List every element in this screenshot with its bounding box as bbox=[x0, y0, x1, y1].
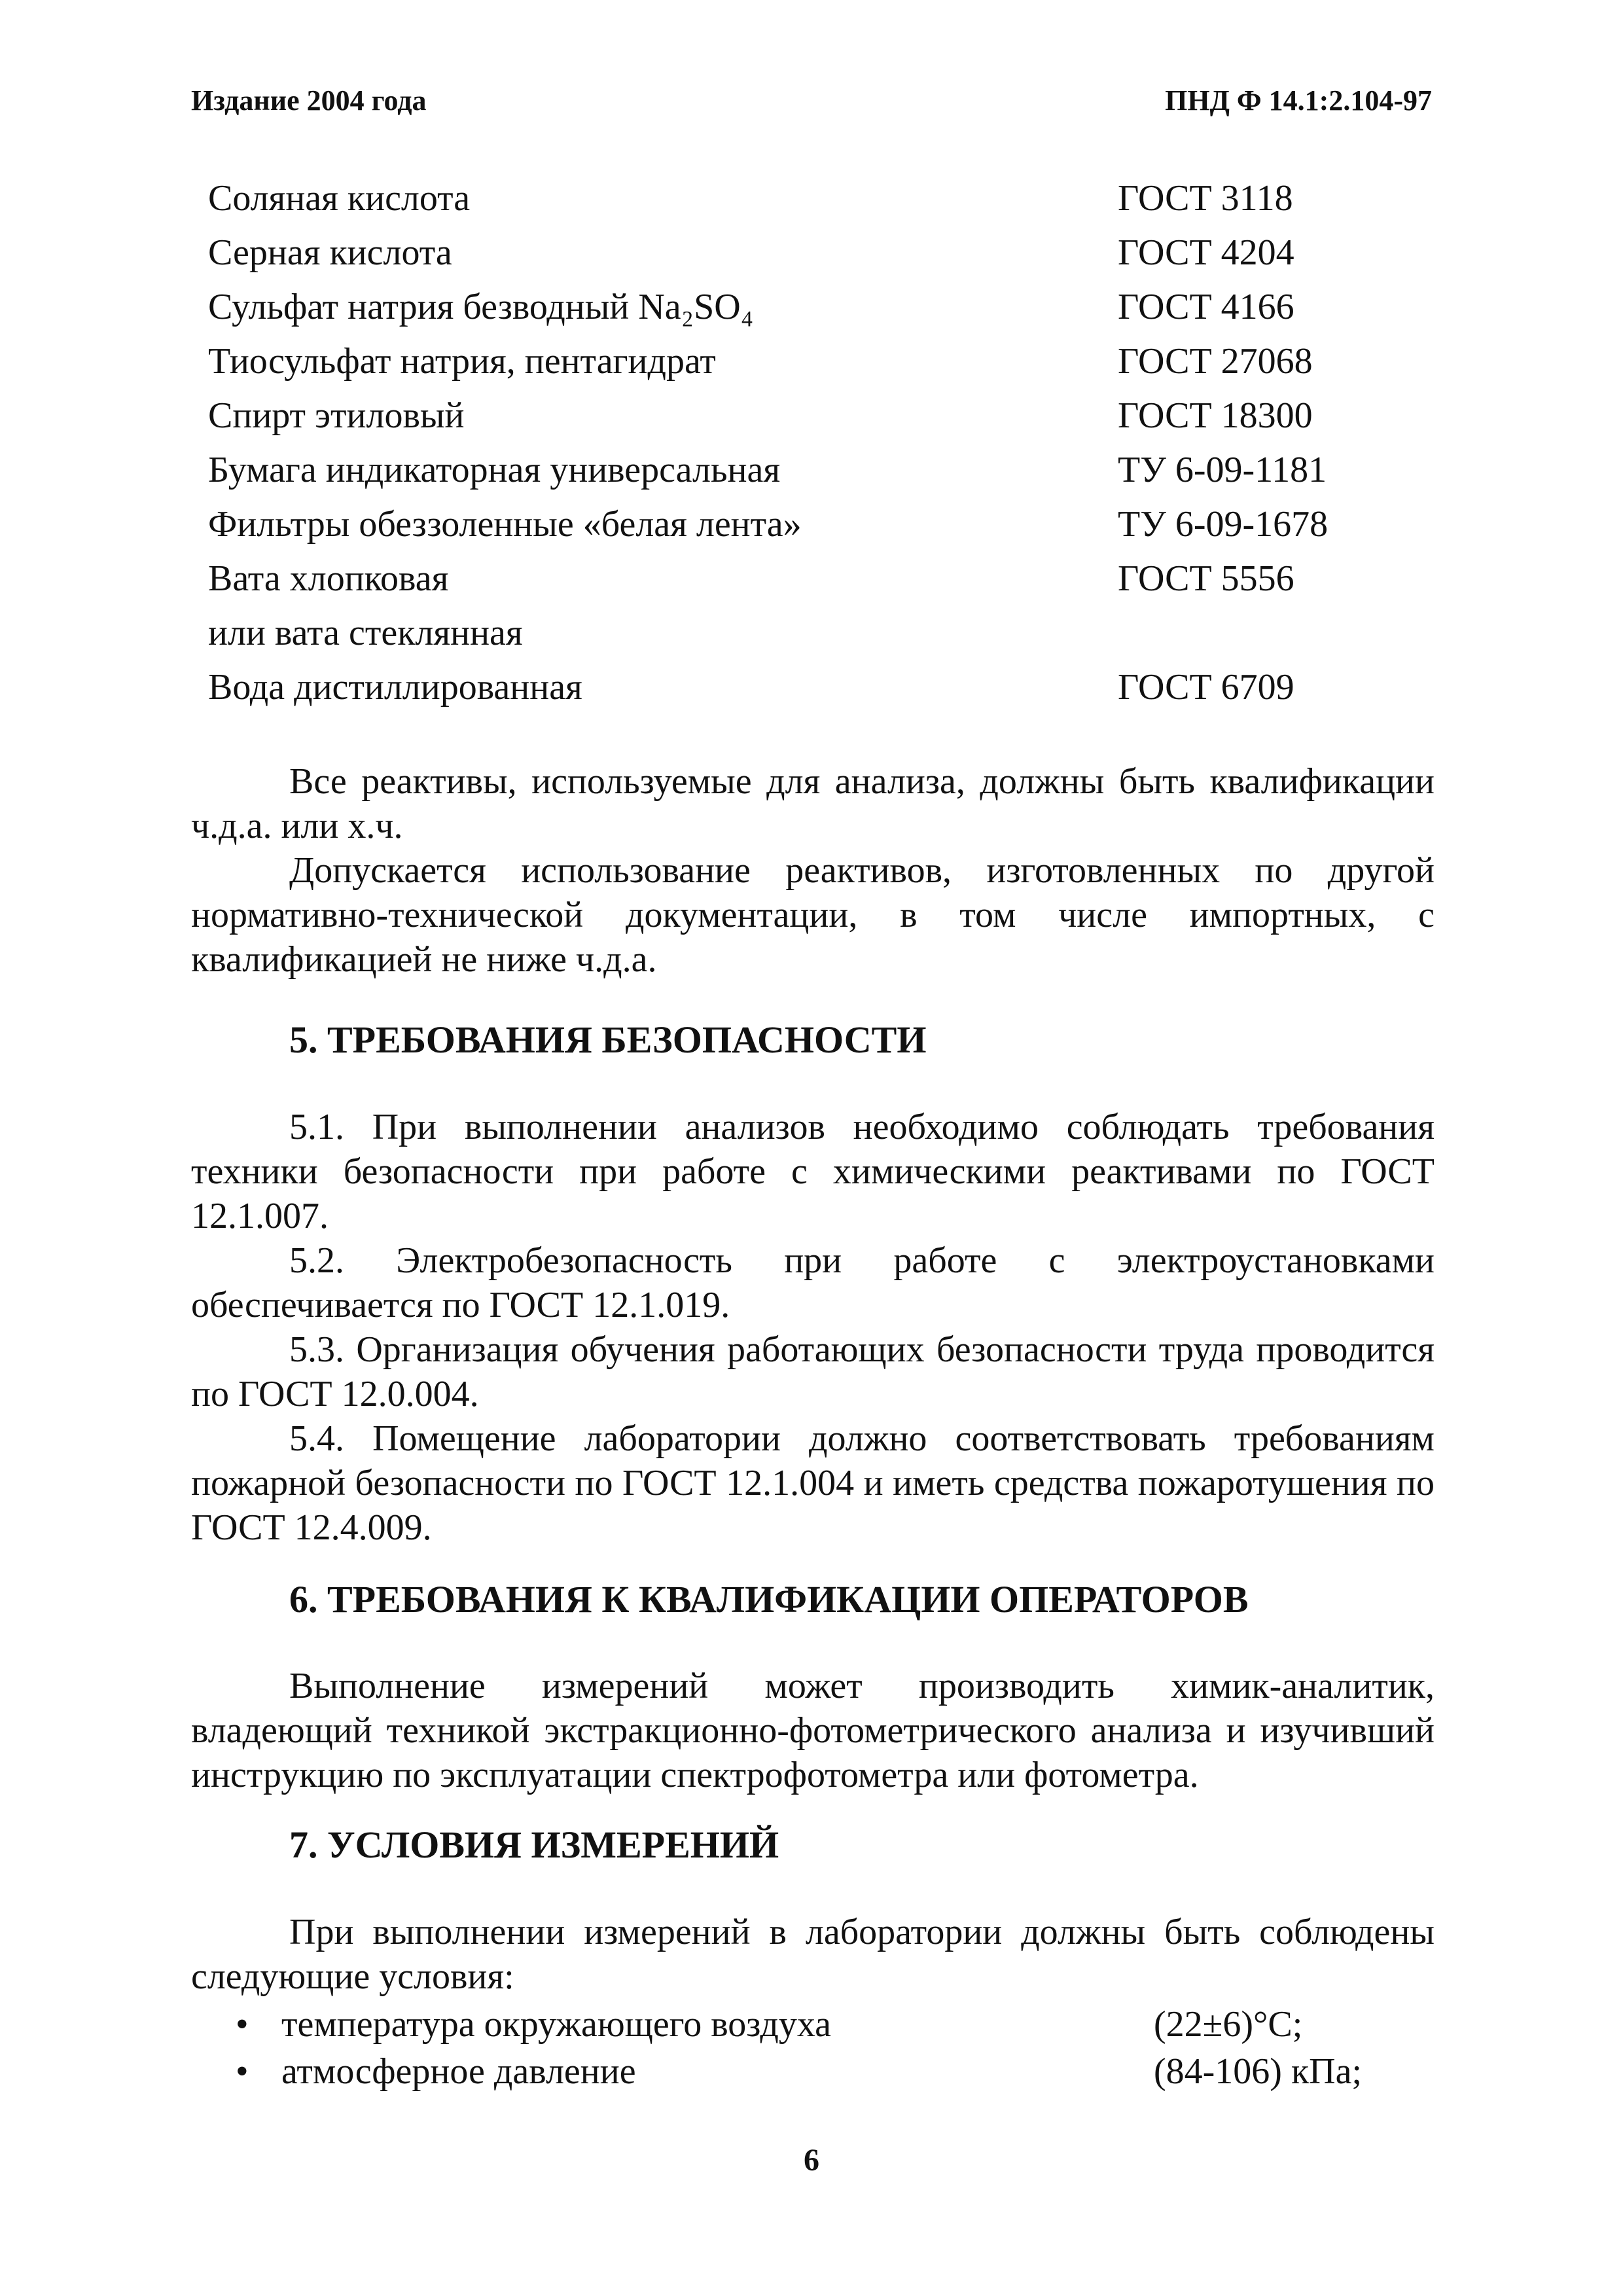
reagent-name: Серная кислота bbox=[208, 232, 452, 273]
reagent-name: Спирт этиловый bbox=[208, 395, 465, 436]
section-paragraph: 5.1. При выполнении анализов необходимо соблюдать требования техники безопасности при работе с химическими реактивами по ГОСТ 12.1.007. bbox=[191, 1107, 1435, 1236]
conditions-list bbox=[236, 2001, 1446, 2095]
reagent-standard: ГОСТ 27068 bbox=[1118, 341, 1313, 382]
reagent-standard: ГОСТ 6709 bbox=[1118, 667, 1294, 708]
section-paragraph: 5.4. Помещение лаборатории должно соответствовать требованиям пожарной безопасности по ГОСТ 12.1.004 и иметь средства пожаротушения по ГОСТ 12.4.009. bbox=[191, 1418, 1435, 1548]
bullet-icon: • bbox=[236, 2051, 249, 2092]
section-7-body bbox=[191, 1910, 1435, 1999]
reagent-row bbox=[208, 171, 1452, 226]
reagent-row bbox=[208, 443, 1452, 497]
reagent-name: или вата стеклянная bbox=[208, 613, 523, 653]
bullet-icon: • bbox=[236, 2004, 249, 2045]
reagent-row bbox=[208, 606, 1452, 660]
section-6-title: 6. ТРЕБОВАНИЯ К КВАЛИФИКАЦИИ ОПЕРАТОРОВ bbox=[289, 1578, 1249, 1621]
section-5-body bbox=[191, 1105, 1435, 1550]
section-paragraph: 5.3. Организация обучения работающих безопасности труда проводится по ГОСТ 12.0.004. bbox=[191, 1329, 1435, 1414]
reagent-row bbox=[208, 389, 1452, 443]
reagent-name: Бумага индикаторная универсальная bbox=[208, 450, 781, 490]
section-5-title: 5. ТРЕБОВАНИЯ БЕЗОПАСНОСТИ bbox=[289, 1018, 927, 1061]
reagent-row bbox=[208, 497, 1452, 552]
note-paragraph: Все реактивы, используемые для анализа, должны быть квалификации ч.д.а. или х.ч. bbox=[191, 761, 1435, 846]
condition-label: температура окружающего воздуха bbox=[281, 2004, 832, 2045]
edition-label: Издание 2004 года bbox=[191, 84, 427, 117]
page-header bbox=[191, 84, 1432, 130]
condition-value: (22±6)°С; bbox=[1154, 2004, 1303, 2045]
reagent-name: Вода дистиллированная bbox=[208, 667, 582, 708]
condition-value: (84-106) кПа; bbox=[1154, 2051, 1363, 2092]
page-number: 6 bbox=[804, 2143, 819, 2178]
section-paragraph: 5.2. Электробезопасность при работе с электроустановками обеспечивается по ГОСТ 12.1.019. bbox=[191, 1240, 1435, 1325]
reagent-name: Соляная кислота bbox=[208, 178, 471, 219]
reagent-row bbox=[208, 552, 1452, 606]
reagent-standard: ТУ 6-09-1678 bbox=[1118, 504, 1329, 545]
reagent-standard: ТУ 6-09-1181 bbox=[1118, 450, 1327, 490]
reagent-standard: ГОСТ 3118 bbox=[1118, 178, 1293, 219]
condition-label: атмосферное давление bbox=[281, 2051, 636, 2092]
reagent-name: Вата хлопковая bbox=[208, 558, 449, 599]
document-code: ПНД Ф 14.1:2.104-97 bbox=[1165, 84, 1432, 117]
section-paragraph: При выполнении измерений в лаборатории должны быть соблюдены следующие условия: bbox=[191, 1912, 1435, 1997]
condition-item bbox=[236, 2001, 1446, 2048]
reagent-row bbox=[208, 660, 1452, 715]
reagent-row bbox=[208, 334, 1452, 389]
reagent-row bbox=[208, 280, 1452, 334]
reagents-list bbox=[208, 171, 1452, 715]
reagent-standard: ГОСТ 4166 bbox=[1118, 287, 1294, 327]
reagent-notes bbox=[191, 759, 1435, 982]
section-paragraph: Выполнение измерений может производить химик-аналитик, владеющий техникой экстракционно-фотометрического анализа и изучивший инструкцию по эксплуатации спектрофотометра или фотометра. bbox=[191, 1666, 1435, 1795]
section-6-body bbox=[191, 1664, 1435, 1797]
reagent-row bbox=[208, 226, 1452, 280]
reagent-standard: ГОСТ 5556 bbox=[1118, 558, 1294, 599]
reagent-name: Тиосульфат натрия, пентагидрат bbox=[208, 341, 716, 382]
section-7-title: 7. УСЛОВИЯ ИЗМЕРЕНИЙ bbox=[289, 1823, 779, 1866]
note-paragraph: Допускается использование реактивов, изготовленных по другой нормативно-технической документации, в том числе импортных, с квалификацией не ниже ч.д.а. bbox=[191, 850, 1435, 980]
reagent-name: Сульфат натрия безводный Na₂SO₄ bbox=[208, 287, 754, 327]
reagent-name: Фильтры обеззоленные «белая лента» bbox=[208, 504, 802, 545]
reagent-standard: ГОСТ 4204 bbox=[1118, 232, 1294, 273]
reagent-standard: ГОСТ 18300 bbox=[1118, 395, 1313, 436]
condition-item bbox=[236, 2048, 1446, 2095]
